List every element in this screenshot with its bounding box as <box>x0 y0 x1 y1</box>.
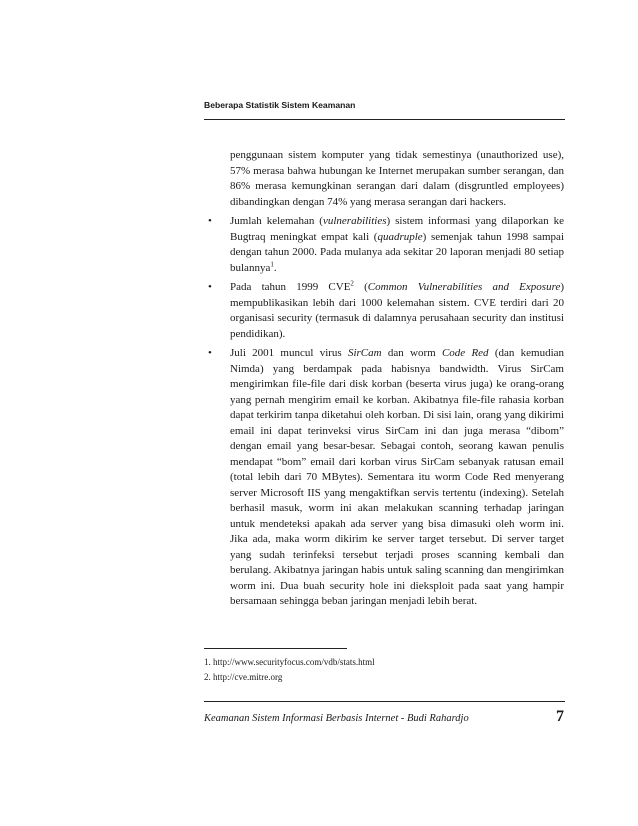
bullet2-text-c: ) mempublikasikan lebih dari 1000 kelemahan sistem. CVE terdiri dari 20 organisasi security (termasuk di dalamnya perusahaan security dan institusi pendidikan). <box>230 281 564 340</box>
footnote-ref-1: 1 <box>270 259 274 268</box>
bullet2-text-a: Pada tahun 1999 CVE <box>230 281 351 293</box>
footer-rule <box>204 701 565 702</box>
body-text <box>206 148 564 614</box>
bullet1-text-c: ) semenjak tahun 1998 sampai dengan tahun 2000. Pada mulanya ada sekitar 20 laporan menjadi 80 setiap bulannya <box>230 230 564 274</box>
header-rule <box>204 119 565 120</box>
footnote-2: 2. http://cve.mitre.org <box>204 672 283 682</box>
bullet-icon: • <box>208 281 212 293</box>
bullet1-text-d: . <box>273 261 277 274</box>
running-footer: Keamanan Sistem Informasi Berbasis Internet - Budi Rahardjo <box>204 713 469 724</box>
lead-paragraph: penggunaan sistem komputer yang tidak semestinya (unauthorized use), 57% merasa bahwa hubungan ke Internet merupakan sumber serangan, dan 86% merasa kemungkinan serangan dari dalam (disgruntled employees) dibandingkan dengan 74% yang merasa serangan dari hackers. <box>230 149 564 208</box>
bullet3-text-c: (dan kemudian Nimda) yang berdampak pada habisnya bandwidth. Virus SirCam mengirimkan file-file dari disk korban (beserta virus juga) ke orang-orang yang pernah mengirim email ke korban. Akibatnya file-file rahasia korban dapat terkirim tanpa diketahui oleh korban. Di sisi lain, orang yang dikirimi email ini dapat terinveksi virus SirCam ini dan juga merasa “dibom” dengan email yang besar-besar. Sebagai contoh, seorang kawan penulis mendapat “bom” email dari korban virus SirCam sebanyak ratusan email (total lebih dari 70 MBytes). Sementara itu worm Code Red menyerang server Microsoft IIS yang mengaktifkan servis tertentu (indexing). Setelah berhasil masuk, worm ini akan melakukan scanning terhadap jaringan untuk mendeteksi apakah ada server yang bisa dimasuki oleh worm ini. Jika ada, maka worm dikirim ke server target tersebut. Di server target yang sudah terinfeksi tersebut terjadi proses scanning kembali dan berulang. Akibatnya jaringan habis untuk saling scanning dan mengirimkan worm ini. Dua buah security hole ini dieksploit pada saat yang hampir bersamaan sehingga beban jaringan menjadi lebih berat. <box>230 347 565 607</box>
page-number: 7 <box>556 708 564 725</box>
running-header: Beberapa Statistik Sistem Keamanan <box>204 100 356 110</box>
list-item <box>206 280 564 342</box>
bullet2-text-b: ( <box>353 281 368 293</box>
bullet1-text-a: Jumlah kelemahan ( <box>230 215 323 227</box>
list-item <box>206 214 564 276</box>
bullet3-italic-codered: Code Red <box>441 347 489 359</box>
bullet1-italic-quadruple: quadruple <box>377 230 423 243</box>
bullet-list <box>206 214 564 610</box>
bullet3-text-a: Juli 2001 muncul virus <box>230 347 348 359</box>
bullet1-italic-vulnerabilities: vulnerabilities <box>322 215 387 227</box>
bullet3-text-b: dan worm <box>381 347 442 359</box>
footnote-rule <box>204 648 347 649</box>
bullet2-italic-cve: Common Vulnerabilities and Exposure <box>367 281 561 293</box>
footnotes <box>204 655 564 685</box>
bullet1-text-b: ) sistem informasi yang dilaporkan ke Bugtraq meningkat empat kali ( <box>230 215 564 243</box>
footnote-ref-2: 2 <box>350 279 354 288</box>
list-item <box>206 346 564 610</box>
bullet-icon: • <box>208 347 212 359</box>
footnote-1: 1. http://www.securityfocus.com/vdb/stats.html <box>204 657 375 667</box>
bullet-icon: • <box>208 215 212 227</box>
bullet3-italic-sircam: SirCam <box>347 347 382 359</box>
